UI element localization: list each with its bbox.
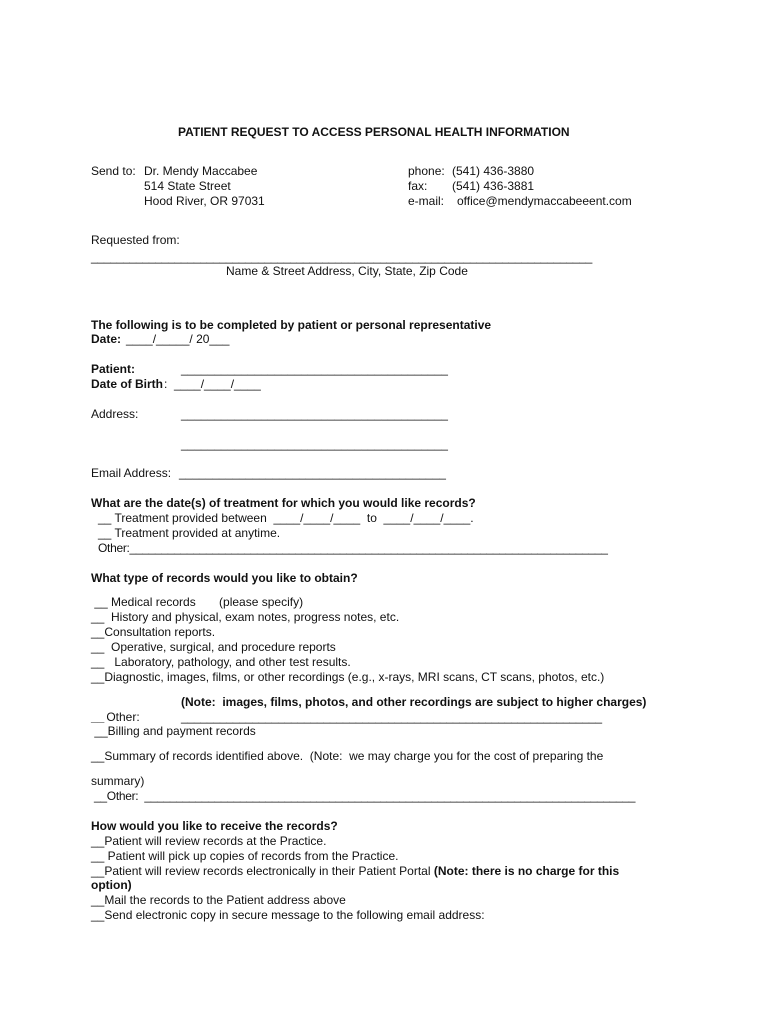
send-to-city: Hood River, OR 97031 (144, 194, 265, 208)
portal-charge-note-cont: option) (91, 878, 132, 892)
treatment-dates-question: What are the date(s) of treatment for which you would like records? (91, 496, 476, 510)
other-option-2[interactable]: __Other: _____________________________________________________________________________ (91, 789, 636, 803)
send-to-name: Dr. Mendy Maccabee (144, 164, 258, 178)
fax-label: fax: (408, 179, 428, 193)
phone-label: phone: (408, 164, 445, 178)
record-type-item[interactable]: __ History and physical, exam notes, progress notes, etc. (91, 610, 400, 624)
billing-records-option[interactable]: __Billing and payment records (91, 724, 256, 738)
requested-from-caption: Name & Street Address, City, State, Zip Code (226, 264, 468, 278)
receive-option[interactable]: __Patient will review records at the Practice. (91, 834, 327, 848)
address-label: Address: (91, 407, 139, 421)
dob-label: Date of Birth (91, 377, 163, 391)
record-types-question: What type of records would you like to obtain? (91, 571, 358, 585)
receive-question: How would you like to receive the records? (91, 819, 338, 833)
record-type-item[interactable]: __Diagnostic, images, films, or other recordings (e.g., x-rays, MRI scans, CT scans, photos, etc.) (91, 670, 605, 684)
receive-option-portal-text: __Patient will review records electronically in their Patient Portal (91, 864, 434, 878)
record-type-item[interactable]: __Consultation reports. (91, 625, 216, 639)
treatment-between-option[interactable]: __ Treatment provided between ____/____/____ to ____/____/____. (98, 511, 474, 525)
summary-option-cont: summary) (91, 774, 145, 788)
other-records-blank[interactable]: _________________________________________________________________ (181, 710, 602, 724)
requested-from-label: Requested from: (91, 233, 180, 247)
recordings-charge-note: (Note: images, films, photos, and other recordings are subject to higher charges) (181, 695, 647, 709)
email-address-blank[interactable]: ________________________________________ (179, 466, 446, 480)
fax-value: (541) 436-3881 (452, 179, 535, 193)
send-to-street: 514 State Street (144, 179, 231, 193)
email-label: e-mail: (408, 194, 445, 208)
receive-option-mail[interactable]: __Mail the records to the Patient address above (91, 893, 346, 907)
email-address-label: Email Address: (91, 466, 172, 480)
date-blank[interactable]: ____/_____/ 20___ (126, 332, 230, 346)
email-value: office@mendymaccabeeent.com (457, 194, 632, 208)
other-records-label: Other: (103, 710, 140, 724)
patient-section-heading: The following is to be completed by patient or personal representative (91, 318, 492, 332)
record-type-item[interactable]: __ Laboratory, pathology, and other test results. (91, 655, 351, 669)
patient-label: Patient: (91, 362, 136, 376)
patient-blank[interactable]: ________________________________________ (181, 362, 448, 376)
treatment-other-option[interactable]: Other:___________________________________________________________________________ (98, 541, 608, 555)
treatment-anytime-option[interactable]: __ Treatment provided at anytime. (98, 526, 281, 540)
address-blank-1[interactable]: ________________________________________ (181, 407, 448, 421)
portal-charge-note: (Note: there is no charge for this (433, 864, 620, 878)
summary-option[interactable]: __Summary of records identified above. (Note: we may charge you for the cost of preparing the (91, 749, 604, 763)
other-records-prefix[interactable]: __ (91, 710, 105, 724)
receive-option[interactable]: __ Patient will pick up copies of records from the Practice. (91, 849, 399, 863)
address-blank-2[interactable]: ________________________________________ (181, 437, 448, 451)
send-to-label: Send to: (91, 164, 136, 178)
record-type-item[interactable]: __ Operative, surgical, and procedure reports (91, 640, 336, 654)
record-type-item[interactable]: __ Medical records (please specify) (91, 595, 304, 609)
date-label: Date: (91, 332, 122, 346)
receive-option-portal[interactable] (91, 864, 619, 878)
document-title: PATIENT REQUEST TO ACCESS PERSONAL HEALTH INFORMATION (178, 125, 570, 139)
requested-from-line[interactable]: ______________________________________________________________________________ (91, 250, 593, 264)
phone-value: (541) 436-3880 (452, 164, 535, 178)
receive-option-email[interactable]: __Send electronic copy in secure message to the following email address: (91, 908, 485, 922)
dob-blank[interactable]: : ____/____/____ (164, 377, 261, 391)
